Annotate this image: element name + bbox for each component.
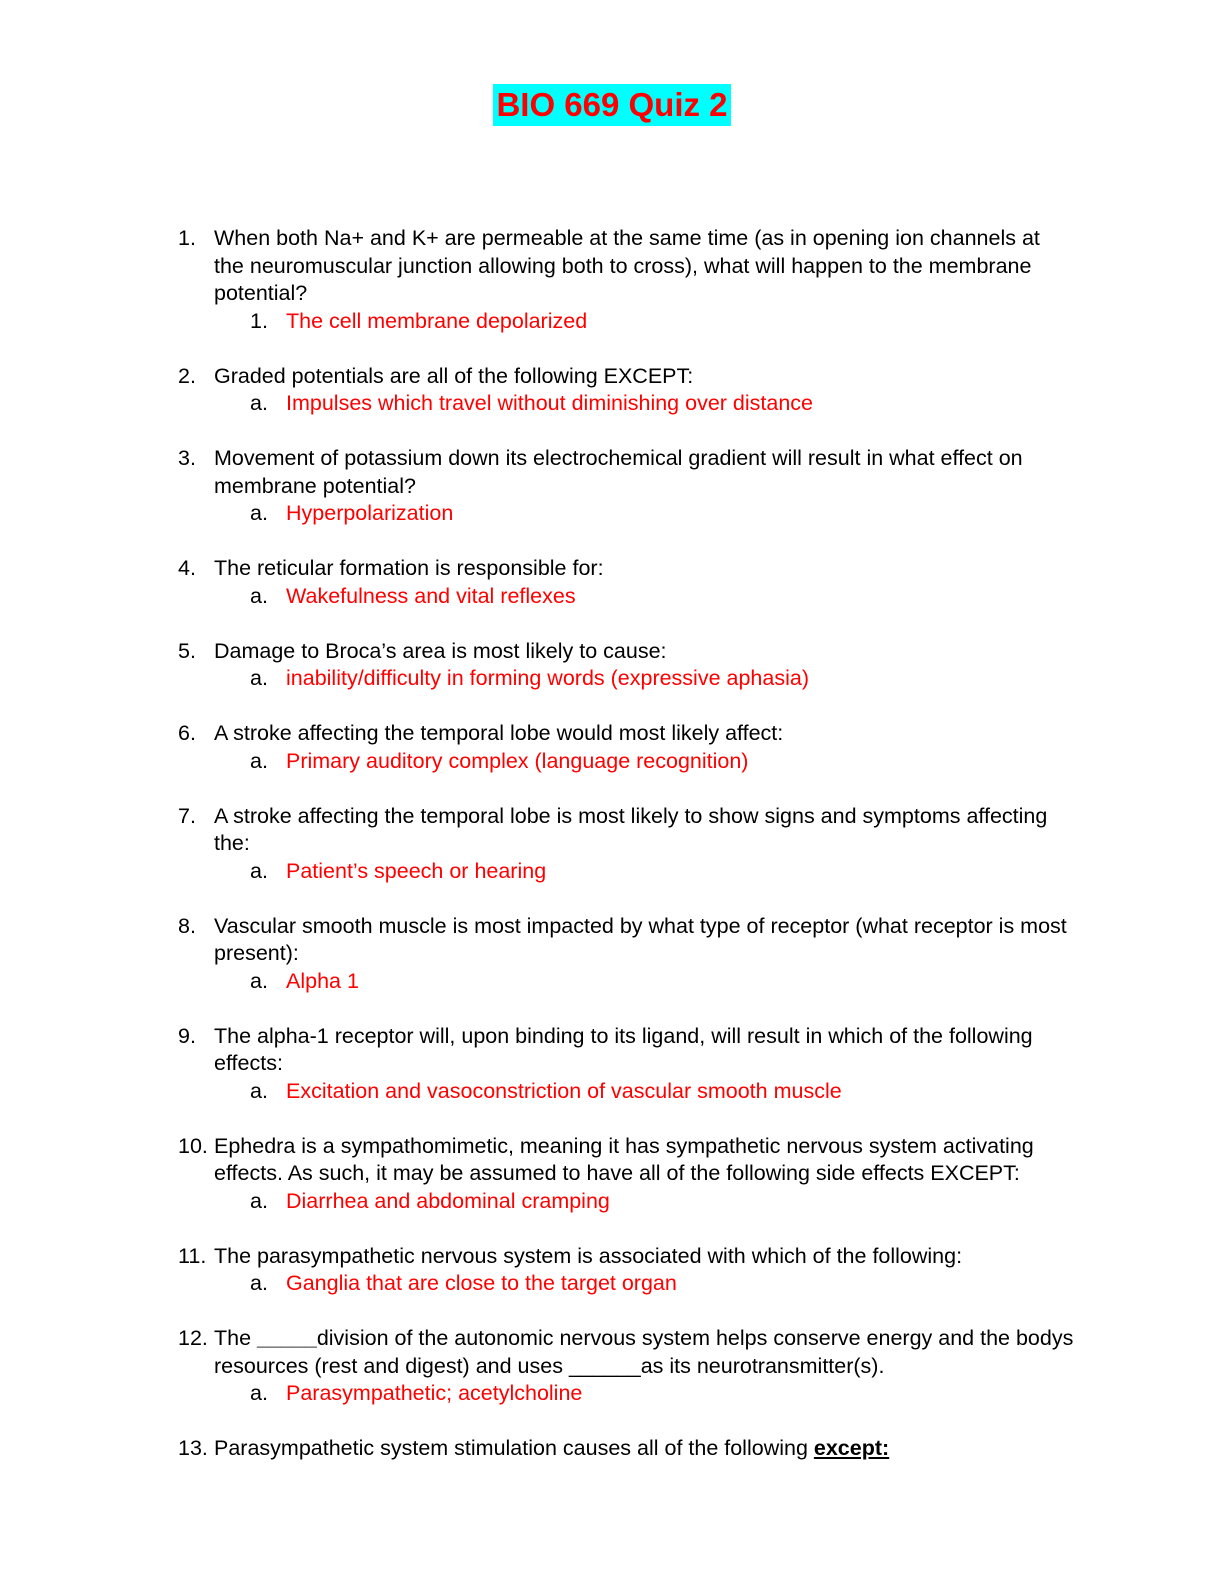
question-number: 6.: [178, 721, 196, 745]
emphasis-text: except:: [813, 1436, 890, 1460]
question-text: Graded potentials are all of the following EXCEPT:: [214, 363, 694, 388]
question-item: [0, 913, 1224, 996]
answer-item: [0, 390, 1224, 418]
question-text: Ephedra is a sympathomimetic, meaning it has sympathetic nervous system activating effects. As such, it may be assumed to have all of the following side effects EXCEPT:: [214, 1133, 1034, 1185]
question-text: [214, 1325, 1074, 1380]
answer-item: [0, 748, 1224, 776]
question-text: [214, 1435, 1074, 1463]
answer-item: [0, 665, 1224, 693]
question-number: 5.: [178, 638, 196, 663]
answer-item: [0, 968, 1224, 996]
answer-text: Wakefulness and vital reflexes: [286, 583, 576, 608]
question-text-part: as its neurotransmitter(s).: [640, 1353, 885, 1378]
answer-label: a.: [250, 1271, 268, 1295]
answer-item: [0, 1270, 1224, 1298]
answer-label: a.: [250, 858, 268, 883]
title-container: [0, 84, 1224, 126]
question-number: 12.: [178, 1326, 208, 1350]
answer-text: Parasympathetic; acetylcholine: [286, 1381, 583, 1405]
answer-text: Excitation and vasoconstriction of vascular smooth muscle: [286, 1078, 842, 1103]
question-text-part: division of the autonomic nervous system helps conserve energy and the bodys resources (rest and digest) and uses: [214, 1326, 1074, 1378]
question-number: 3.: [178, 446, 196, 470]
fill-in-blank: ______: [568, 1353, 641, 1378]
question-text: A stroke affecting the temporal lobe is most likely to show signs and symptoms affecting the:: [214, 803, 1048, 855]
answer-text: Patient’s speech or hearing: [286, 858, 547, 883]
answer-label: a.: [250, 968, 268, 993]
question-item: [0, 638, 1224, 693]
question-text: Damage to Broca’s area is most likely to cause:: [214, 638, 667, 663]
question-text: A stroke affecting the temporal lobe would most likely affect:: [214, 721, 784, 745]
question-number: 1.: [178, 226, 196, 250]
answer-text: Ganglia that are close to the target organ: [286, 1271, 677, 1295]
answer-item: [0, 500, 1224, 528]
page-title: BIO 669 Quiz 2: [493, 84, 730, 126]
question-text: The parasympathetic nervous system is associated with which of the following:: [214, 1243, 963, 1268]
fill-in-blank: _____: [257, 1326, 317, 1350]
answer-label: a.: [250, 1381, 268, 1405]
question-item-12: [0, 1325, 1224, 1408]
question-number: 11.: [178, 1243, 207, 1268]
answer-label: 1.: [250, 308, 268, 333]
question-item: [0, 720, 1224, 775]
answer-label: a.: [250, 583, 268, 608]
question-item: [0, 803, 1224, 886]
question-text-part: The: [214, 1326, 258, 1350]
answer-item: [0, 308, 1224, 336]
question-text: The alpha-1 receptor will, upon binding to its ligand, will result in which of the following effects:: [214, 1023, 1033, 1075]
question-item: [0, 1243, 1224, 1298]
question-number: 8.: [178, 913, 196, 938]
answer-text: inability/difficulty in forming words (expressive aphasia): [286, 666, 809, 690]
question-number: 7.: [178, 803, 196, 828]
question-text: The reticular formation is responsible for:: [214, 556, 604, 580]
question-item: [0, 225, 1224, 335]
answer-label: a.: [250, 1078, 268, 1103]
question-number: 4.: [178, 556, 196, 580]
answer-item: [0, 858, 1224, 886]
answer-label: a.: [250, 748, 268, 773]
answer-text: Primary auditory complex (language recognition): [286, 748, 749, 773]
question-number: 9.: [178, 1023, 196, 1048]
question-number: 10.: [178, 1133, 208, 1158]
answer-label: a.: [250, 666, 268, 690]
answer-item: [0, 1188, 1224, 1216]
question-item-13: [0, 1435, 1224, 1463]
question-list: [0, 225, 1224, 1490]
question-item: [0, 445, 1224, 528]
answer-item: [0, 1380, 1224, 1408]
answer-text: The cell membrane depolarized: [286, 308, 588, 333]
answer-text: Hyperpolarization: [286, 501, 454, 525]
answer-text: Impulses which travel without diminishing over distance: [286, 391, 813, 415]
answer-label: a.: [250, 501, 268, 525]
question-text: Vascular smooth muscle is most impacted by what type of receptor (what receptor is most present):: [214, 913, 1067, 965]
question-item: [0, 1023, 1224, 1106]
answer-text: Alpha 1: [286, 968, 359, 993]
question-item: [0, 1133, 1224, 1216]
question-number: 2.: [178, 363, 196, 388]
question-text: When both Na+ and K+ are permeable at the same time (as in opening ion channels at the neuromuscular junction allowing both to cross), what will happen to the membrane potential?: [214, 226, 1040, 305]
answer-item: [0, 1078, 1224, 1106]
answer-item: [0, 583, 1224, 611]
question-text: Movement of potassium down its electrochemical gradient will result in what effect on membrane potential?: [214, 446, 1023, 498]
answer-label: a.: [250, 1188, 268, 1213]
answer-text: Diarrhea and abdominal cramping: [286, 1188, 610, 1213]
question-item: [0, 363, 1224, 418]
question-item: [0, 555, 1224, 610]
question-text-part: Parasympathetic system stimulation causes all of the following: [214, 1436, 814, 1460]
answer-label: a.: [250, 391, 268, 415]
question-number: 13.: [178, 1436, 208, 1460]
